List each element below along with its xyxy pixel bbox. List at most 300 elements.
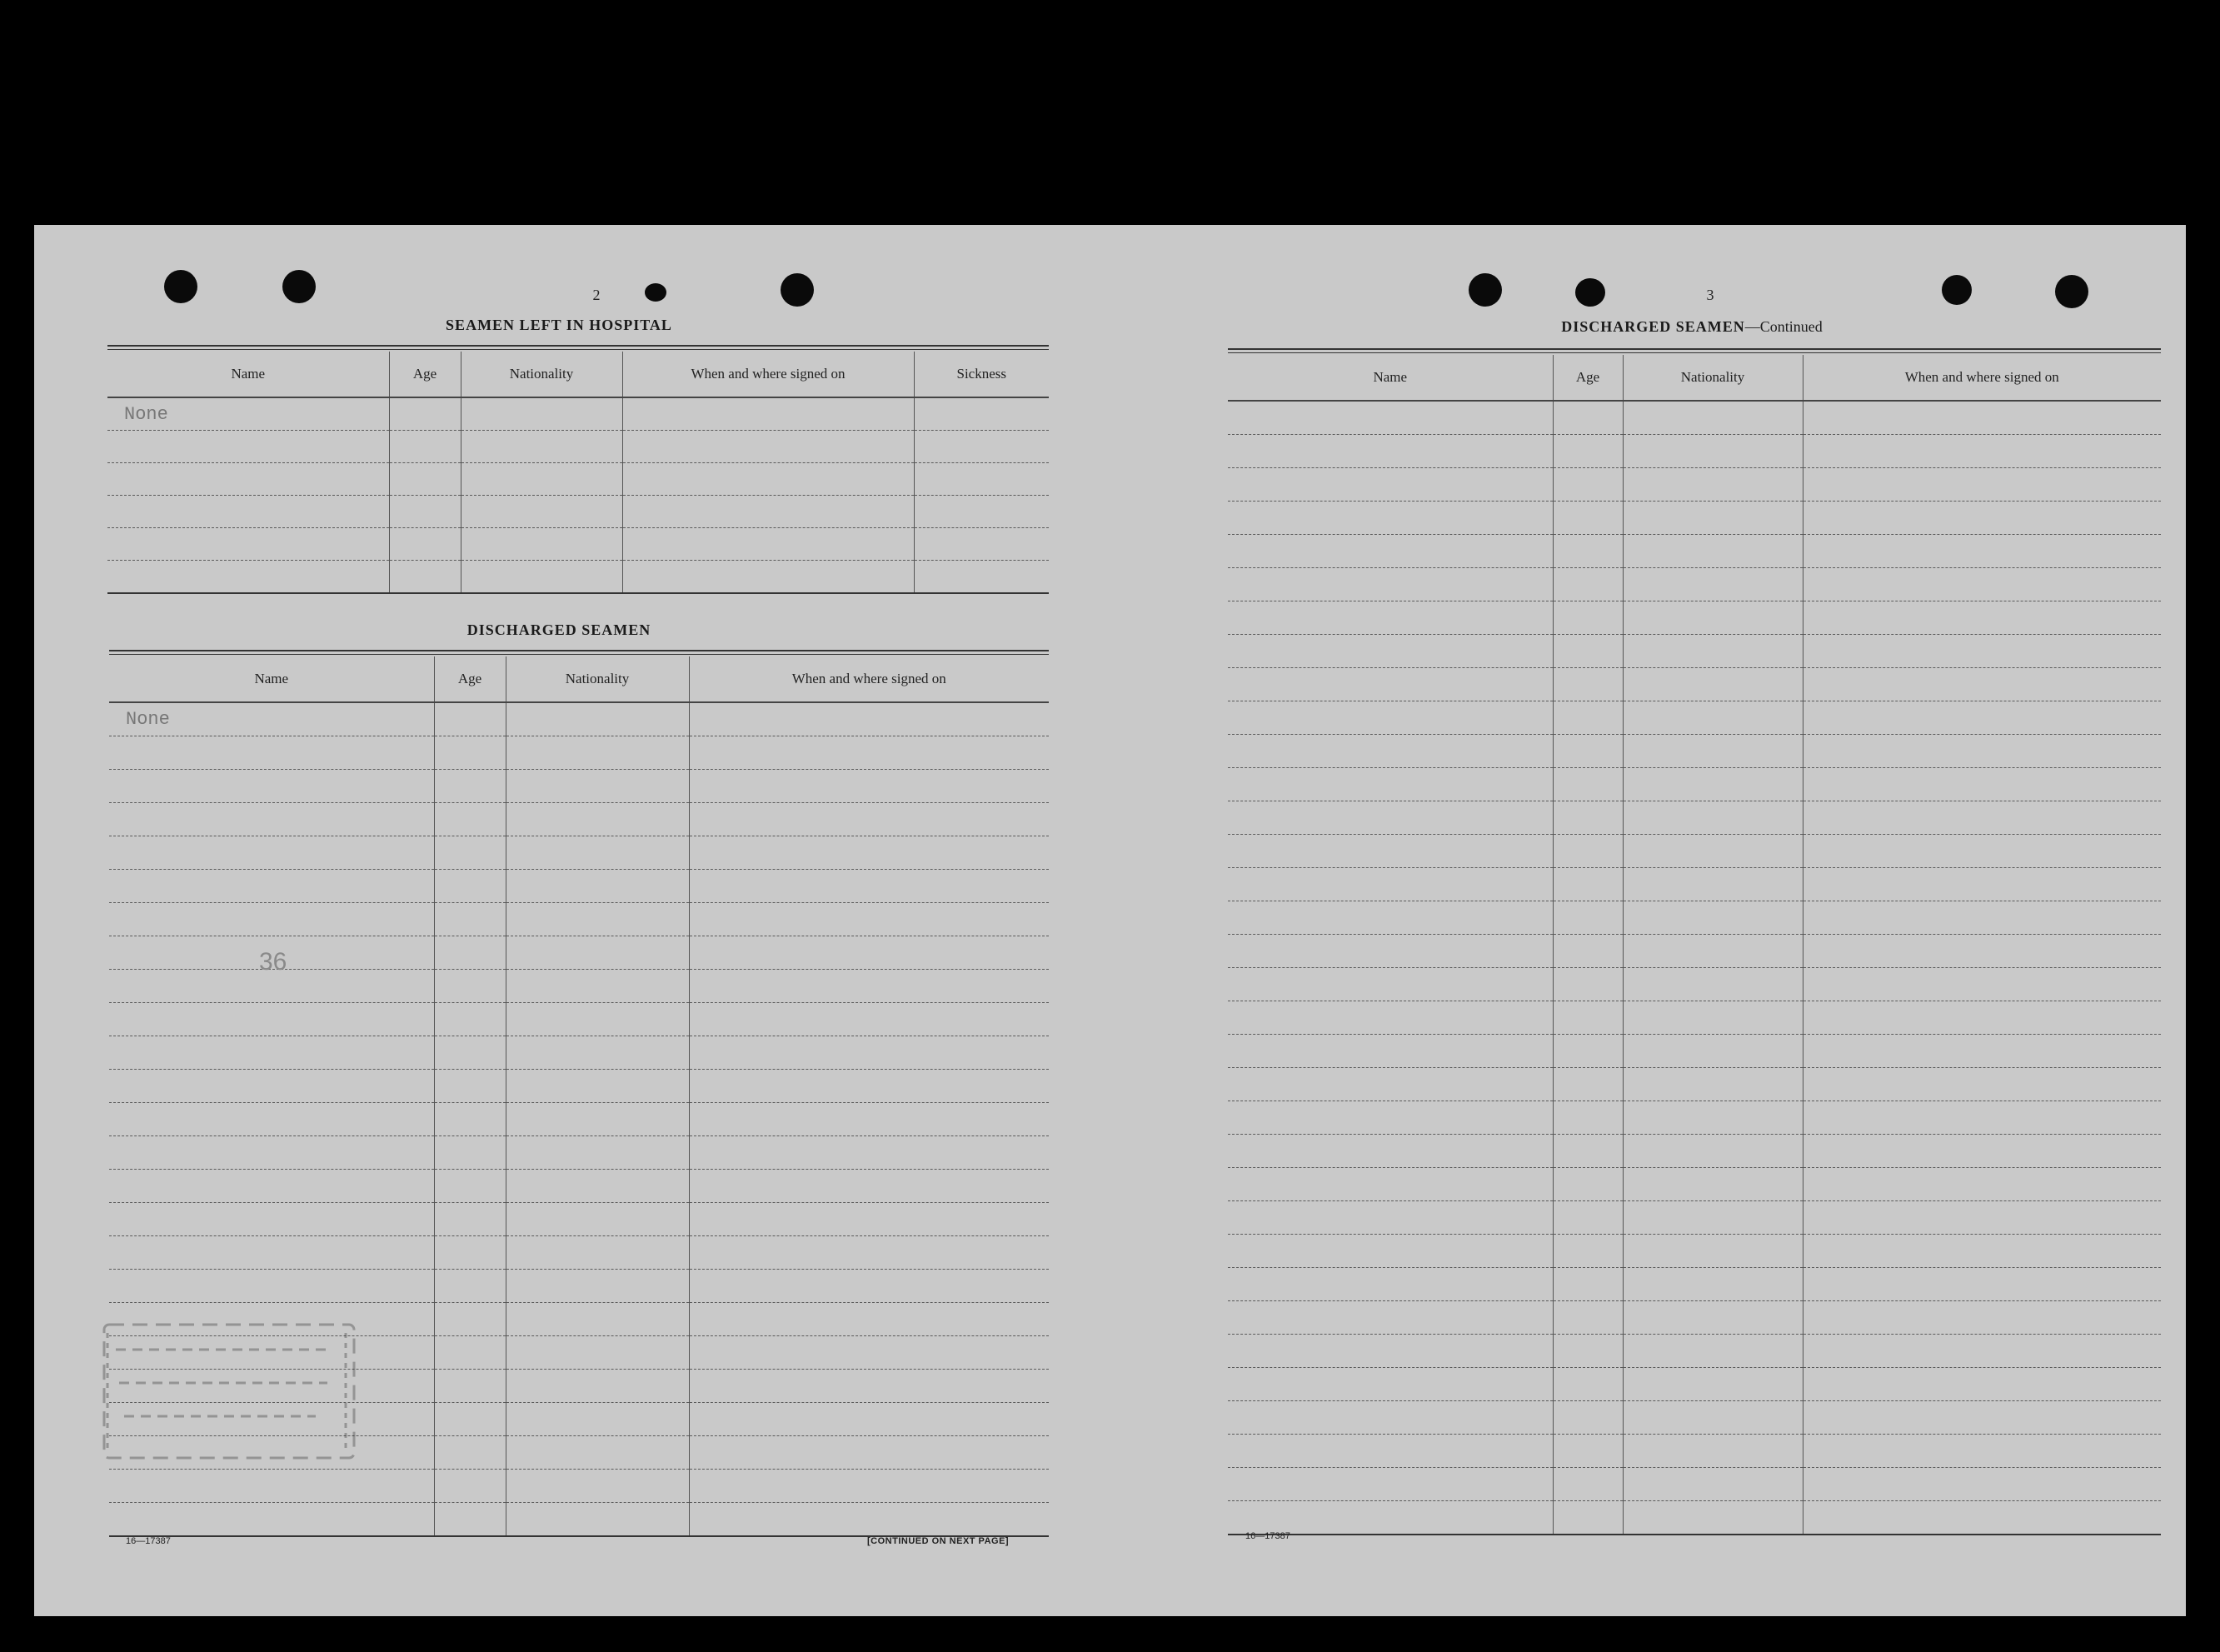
table-cell bbox=[434, 1270, 506, 1303]
table-cell bbox=[1228, 1368, 1553, 1401]
table-row bbox=[109, 1103, 1049, 1136]
table-cell bbox=[506, 1003, 689, 1036]
table-cell bbox=[689, 1070, 1049, 1103]
table-cell bbox=[1803, 1101, 2161, 1135]
table-cell bbox=[1623, 1135, 1803, 1168]
table-cell bbox=[109, 870, 434, 903]
table-cell: None bbox=[109, 702, 434, 736]
table-cell bbox=[506, 1203, 689, 1236]
table-cell bbox=[1623, 801, 1803, 835]
table-cell bbox=[1803, 568, 2161, 601]
table-cell bbox=[1553, 835, 1623, 868]
table-cell bbox=[1623, 635, 1803, 668]
table-cell bbox=[1228, 535, 1553, 568]
table-cell bbox=[1803, 1168, 2161, 1201]
table-cell bbox=[1803, 1368, 2161, 1401]
table-row bbox=[107, 463, 1049, 496]
table-row bbox=[1228, 935, 2161, 968]
table-cell bbox=[506, 1403, 689, 1436]
table-cell bbox=[1553, 1268, 1623, 1301]
table-cell bbox=[109, 1103, 434, 1136]
table-cell bbox=[1228, 968, 1553, 1001]
table-cell bbox=[434, 1503, 506, 1537]
punch-hole bbox=[1575, 278, 1605, 307]
table-cell bbox=[461, 431, 622, 463]
table-row bbox=[109, 1203, 1049, 1236]
table-cell bbox=[1803, 601, 2161, 635]
table-row bbox=[109, 770, 1049, 803]
table-row bbox=[107, 397, 1049, 431]
table-cell bbox=[1228, 668, 1553, 701]
discharged-continued-title bbox=[1359, 318, 2025, 336]
table-cell bbox=[689, 702, 1049, 736]
table-row bbox=[109, 1003, 1049, 1036]
table-cell bbox=[434, 836, 506, 870]
table-cell bbox=[689, 1370, 1049, 1403]
table-row bbox=[109, 936, 1049, 970]
table-row bbox=[1228, 502, 2161, 535]
table-cell bbox=[506, 1370, 689, 1403]
table-row bbox=[107, 431, 1049, 463]
table-cell bbox=[1553, 968, 1623, 1001]
table-row bbox=[109, 970, 1049, 1003]
title-rule bbox=[109, 650, 1049, 655]
table-row bbox=[1228, 1435, 2161, 1468]
table-row bbox=[1228, 968, 2161, 1001]
table-cell bbox=[1803, 435, 2161, 468]
table-cell bbox=[1803, 901, 2161, 935]
table-cell bbox=[622, 463, 914, 496]
table-cell bbox=[1228, 468, 1553, 502]
column-header-age: Age bbox=[1553, 355, 1623, 401]
table-row bbox=[107, 496, 1049, 528]
table-cell bbox=[434, 702, 506, 736]
table-row bbox=[109, 1070, 1049, 1103]
table-cell bbox=[506, 1136, 689, 1170]
table-cell bbox=[506, 936, 689, 970]
table-cell bbox=[1553, 435, 1623, 468]
table-cell bbox=[1553, 468, 1623, 502]
table-cell bbox=[1623, 1001, 1803, 1035]
hospital-section-title: SEAMEN LEFT IN HOSPITAL bbox=[446, 317, 672, 333]
table-cell bbox=[1803, 1335, 2161, 1368]
table-cell bbox=[1623, 868, 1803, 901]
table-cell bbox=[506, 736, 689, 770]
punch-hole bbox=[1469, 273, 1502, 307]
table-cell bbox=[1803, 535, 2161, 568]
table-cell bbox=[434, 1303, 506, 1336]
table-row bbox=[109, 903, 1049, 936]
table-cell bbox=[1623, 502, 1803, 535]
table-cell bbox=[109, 803, 434, 836]
table-cell bbox=[1623, 468, 1803, 502]
table-cell bbox=[1553, 1001, 1623, 1035]
table-cell bbox=[914, 496, 1049, 528]
table-cell bbox=[1228, 868, 1553, 901]
table-cell bbox=[1553, 635, 1623, 668]
column-header-age: Age bbox=[434, 656, 506, 702]
table-cell bbox=[1803, 1201, 2161, 1235]
table-cell bbox=[1803, 635, 2161, 668]
table-row bbox=[109, 1036, 1049, 1070]
table-cell bbox=[689, 1336, 1049, 1370]
table-cell bbox=[1623, 1335, 1803, 1368]
table-cell bbox=[434, 936, 506, 970]
table-cell bbox=[107, 528, 389, 561]
table-cell bbox=[1553, 1301, 1623, 1335]
table-cell bbox=[109, 836, 434, 870]
table-cell bbox=[1803, 968, 2161, 1001]
table-row bbox=[109, 1170, 1049, 1203]
table-cell bbox=[1553, 1468, 1623, 1501]
table-cell bbox=[1228, 1101, 1553, 1135]
table-cell bbox=[914, 463, 1049, 496]
table-cell bbox=[1228, 701, 1553, 735]
table-cell bbox=[1228, 801, 1553, 835]
table-row bbox=[1228, 401, 2161, 435]
table-cell bbox=[1228, 1501, 1553, 1535]
table-row bbox=[1228, 768, 2161, 801]
table-cell bbox=[1803, 1135, 2161, 1168]
table-cell bbox=[1803, 468, 2161, 502]
table-cell bbox=[1803, 1068, 2161, 1101]
table-cell bbox=[689, 1270, 1049, 1303]
table-cell bbox=[1228, 1135, 1553, 1168]
table-row bbox=[1228, 1201, 2161, 1235]
table-cell bbox=[1228, 1435, 1553, 1468]
table-row bbox=[109, 870, 1049, 903]
table-cell bbox=[109, 770, 434, 803]
column-header-nationality: Nationality bbox=[461, 352, 622, 397]
table-cell bbox=[689, 1303, 1049, 1336]
faded-stamp bbox=[99, 1316, 366, 1475]
table-row bbox=[1228, 835, 2161, 868]
table-cell bbox=[1553, 801, 1623, 835]
table-cell bbox=[109, 1203, 434, 1236]
title-text: DISCHARGED SEAMEN bbox=[1561, 318, 1745, 335]
table-cell bbox=[1553, 1201, 1623, 1235]
table-cell bbox=[1553, 401, 1623, 435]
table-cell bbox=[1228, 1301, 1553, 1335]
column-header-nationality: Nationality bbox=[506, 656, 689, 702]
table-cell bbox=[1803, 1268, 2161, 1301]
table-cell bbox=[107, 463, 389, 496]
title-rule bbox=[1228, 348, 2161, 353]
table-cell bbox=[1803, 835, 2161, 868]
page-number: 3 bbox=[1706, 287, 1714, 303]
table-cell bbox=[622, 496, 914, 528]
table-cell bbox=[1623, 535, 1803, 568]
table-cell bbox=[1228, 1035, 1553, 1068]
table-cell bbox=[1803, 935, 2161, 968]
column-header-nationality: Nationality bbox=[1623, 355, 1803, 401]
table-row bbox=[109, 803, 1049, 836]
table-row bbox=[1228, 701, 2161, 735]
table-cell bbox=[1553, 935, 1623, 968]
punch-hole bbox=[1942, 275, 1972, 305]
table-cell bbox=[1803, 1501, 2161, 1535]
table-cell bbox=[1553, 1035, 1623, 1068]
table-cell bbox=[434, 770, 506, 803]
table-cell bbox=[461, 528, 622, 561]
table-cell bbox=[1228, 1201, 1553, 1235]
table-cell bbox=[622, 528, 914, 561]
table-cell bbox=[1553, 735, 1623, 768]
table-cell bbox=[689, 1003, 1049, 1036]
table-cell bbox=[1553, 701, 1623, 735]
table-row bbox=[107, 528, 1049, 561]
column-header-name: Name bbox=[109, 656, 434, 702]
hospital-table bbox=[107, 352, 1049, 594]
table-row bbox=[1228, 535, 2161, 568]
table-row bbox=[1228, 1068, 2161, 1101]
form-number: 16—17387 bbox=[1245, 1531, 1290, 1541]
table-cell bbox=[434, 803, 506, 836]
table-cell bbox=[1553, 1068, 1623, 1101]
table-cell bbox=[689, 1236, 1049, 1270]
table-cell bbox=[434, 1003, 506, 1036]
table-cell bbox=[1803, 801, 2161, 835]
table-cell bbox=[689, 1503, 1049, 1537]
table-row bbox=[109, 836, 1049, 870]
punch-hole bbox=[2055, 275, 2088, 308]
table-cell bbox=[1553, 1435, 1623, 1468]
page-number: 2 bbox=[592, 287, 601, 303]
table-cell bbox=[1803, 701, 2161, 735]
table-row bbox=[1228, 801, 2161, 835]
table-row bbox=[1228, 468, 2161, 502]
table-cell bbox=[1623, 1468, 1803, 1501]
table-cell bbox=[689, 1203, 1049, 1236]
table-row bbox=[1228, 668, 2161, 701]
table-cell bbox=[1623, 601, 1803, 635]
table-cell bbox=[389, 397, 461, 431]
punch-hole bbox=[164, 270, 197, 303]
table-cell bbox=[1553, 1501, 1623, 1535]
table-cell bbox=[1228, 935, 1553, 968]
table-cell bbox=[689, 836, 1049, 870]
table-cell bbox=[622, 397, 914, 431]
table-cell bbox=[689, 1170, 1049, 1203]
table-cell bbox=[1553, 868, 1623, 901]
table-cell bbox=[1553, 502, 1623, 535]
table-cell bbox=[1623, 668, 1803, 701]
table-cell bbox=[461, 463, 622, 496]
table-cell bbox=[1228, 1001, 1553, 1035]
table-cell bbox=[1803, 868, 2161, 901]
table-cell bbox=[1228, 1168, 1553, 1201]
table-cell bbox=[434, 970, 506, 1003]
table-cell bbox=[1623, 1268, 1803, 1301]
table-cell bbox=[1803, 1401, 2161, 1435]
table-cell bbox=[434, 1236, 506, 1270]
table-row bbox=[1228, 1168, 2161, 1201]
table-cell bbox=[1228, 1268, 1553, 1301]
table-row bbox=[1228, 635, 2161, 668]
table-cell bbox=[461, 561, 622, 594]
table-cell bbox=[506, 770, 689, 803]
table-cell bbox=[434, 1203, 506, 1236]
table-cell bbox=[506, 1436, 689, 1470]
table-cell bbox=[689, 870, 1049, 903]
table-cell bbox=[506, 1303, 689, 1336]
discharged-section-title: DISCHARGED SEAMEN bbox=[466, 621, 651, 638]
table-cell bbox=[1228, 568, 1553, 601]
table-cell bbox=[109, 1036, 434, 1070]
table-row bbox=[1228, 1268, 2161, 1301]
column-header-when-and-where-signed-on: When and where signed on bbox=[1803, 355, 2161, 401]
table-cell bbox=[1228, 1068, 1553, 1101]
table-cell bbox=[1623, 1068, 1803, 1101]
table-cell bbox=[689, 1036, 1049, 1070]
table-cell bbox=[506, 803, 689, 836]
table-cell bbox=[109, 1003, 434, 1036]
table-cell bbox=[1228, 401, 1553, 435]
form-number: 16—17387 bbox=[126, 1536, 171, 1546]
table-cell bbox=[107, 561, 389, 594]
table-row bbox=[1228, 1501, 2161, 1535]
punch-hole bbox=[645, 283, 666, 302]
table-row bbox=[1228, 1401, 2161, 1435]
table-cell bbox=[1803, 768, 2161, 801]
table-cell bbox=[1553, 901, 1623, 935]
table-cell bbox=[461, 496, 622, 528]
table-cell bbox=[506, 1470, 689, 1503]
table-cell bbox=[1553, 768, 1623, 801]
table-cell bbox=[914, 561, 1049, 594]
table-cell bbox=[689, 1470, 1049, 1503]
table-row bbox=[109, 736, 1049, 770]
table-cell bbox=[506, 836, 689, 870]
table-cell bbox=[1553, 1401, 1623, 1435]
table-cell bbox=[689, 770, 1049, 803]
table-cell bbox=[1623, 835, 1803, 868]
table-cell bbox=[689, 936, 1049, 970]
table-cell bbox=[1803, 735, 2161, 768]
table-cell bbox=[434, 1403, 506, 1436]
table-cell bbox=[1623, 1201, 1803, 1235]
table-row bbox=[1228, 901, 2161, 935]
table-row bbox=[1228, 1035, 2161, 1068]
table-cell bbox=[506, 870, 689, 903]
table-row bbox=[107, 561, 1049, 594]
table-cell bbox=[434, 1036, 506, 1070]
table-cell bbox=[914, 397, 1049, 431]
column-header-name: Name bbox=[1228, 355, 1553, 401]
table-cell bbox=[109, 1070, 434, 1103]
table-cell bbox=[109, 903, 434, 936]
table-cell bbox=[107, 431, 389, 463]
table-cell bbox=[1553, 1135, 1623, 1168]
table-cell bbox=[1623, 1168, 1803, 1201]
table-cell bbox=[1228, 1468, 1553, 1501]
table-cell bbox=[1553, 601, 1623, 635]
table-cell bbox=[1228, 601, 1553, 635]
table-row bbox=[1228, 1235, 2161, 1268]
table-cell bbox=[1623, 1301, 1803, 1335]
table-cell bbox=[506, 1236, 689, 1270]
table-cell bbox=[506, 1503, 689, 1537]
table-cell bbox=[109, 1503, 434, 1537]
table-row bbox=[1228, 1335, 2161, 1368]
table-row bbox=[1228, 1135, 2161, 1168]
table-cell bbox=[1623, 935, 1803, 968]
table-cell bbox=[689, 803, 1049, 836]
table-cell bbox=[689, 1103, 1049, 1136]
discharged-continued-table bbox=[1228, 355, 2161, 1535]
table-cell bbox=[1803, 1235, 2161, 1268]
table-cell bbox=[434, 1370, 506, 1403]
pencil-mark: 36 bbox=[259, 948, 287, 976]
table-row bbox=[1228, 1468, 2161, 1501]
table-cell bbox=[689, 1436, 1049, 1470]
table-cell bbox=[1553, 1168, 1623, 1201]
table-cell bbox=[506, 702, 689, 736]
table-cell bbox=[1803, 1301, 2161, 1335]
column-header-when-and-where-signed-on: When and where signed on bbox=[689, 656, 1049, 702]
table-cell bbox=[1228, 1401, 1553, 1435]
column-header-when-and-where-signed-on: When and where signed on bbox=[622, 352, 914, 397]
table-cell bbox=[1803, 1435, 2161, 1468]
table-cell bbox=[1228, 502, 1553, 535]
table-cell bbox=[389, 463, 461, 496]
table-row bbox=[1228, 601, 2161, 635]
table-cell bbox=[1803, 502, 2161, 535]
table-cell bbox=[1803, 668, 2161, 701]
table-cell bbox=[1803, 1001, 2161, 1035]
table-cell bbox=[107, 496, 389, 528]
table-cell bbox=[1623, 1368, 1803, 1401]
column-header-name: Name bbox=[107, 352, 389, 397]
table-row bbox=[109, 1503, 1049, 1537]
table-cell bbox=[434, 1070, 506, 1103]
table-row bbox=[1228, 568, 2161, 601]
table-cell bbox=[434, 870, 506, 903]
table-cell bbox=[1623, 735, 1803, 768]
table-cell bbox=[506, 1103, 689, 1136]
column-header-sickness: Sickness bbox=[914, 352, 1049, 397]
table-cell: None bbox=[107, 397, 389, 431]
table-cell bbox=[461, 397, 622, 431]
table-row bbox=[1228, 735, 2161, 768]
table-cell bbox=[1803, 401, 2161, 435]
table-cell bbox=[506, 1070, 689, 1103]
table-cell bbox=[1803, 1035, 2161, 1068]
continued-note: [CONTINUED ON NEXT PAGE] bbox=[867, 1536, 1010, 1546]
table-row bbox=[1228, 1001, 2161, 1035]
table-cell bbox=[1228, 735, 1553, 768]
table-cell bbox=[1623, 401, 1803, 435]
table-cell bbox=[109, 736, 434, 770]
table-cell bbox=[689, 970, 1049, 1003]
table-row bbox=[109, 702, 1049, 736]
table-cell bbox=[1553, 668, 1623, 701]
table-cell bbox=[1623, 1035, 1803, 1068]
table-cell bbox=[1623, 968, 1803, 1001]
table-cell bbox=[506, 1336, 689, 1370]
table-cell bbox=[389, 561, 461, 594]
title-rule bbox=[107, 345, 1049, 350]
table-cell bbox=[389, 496, 461, 528]
table-cell bbox=[914, 431, 1049, 463]
table-cell bbox=[1623, 1401, 1803, 1435]
table-cell bbox=[506, 1036, 689, 1070]
table-cell bbox=[506, 970, 689, 1003]
table-cell bbox=[1228, 1235, 1553, 1268]
table-cell bbox=[1623, 435, 1803, 468]
table-cell bbox=[1228, 901, 1553, 935]
table-cell bbox=[506, 1270, 689, 1303]
